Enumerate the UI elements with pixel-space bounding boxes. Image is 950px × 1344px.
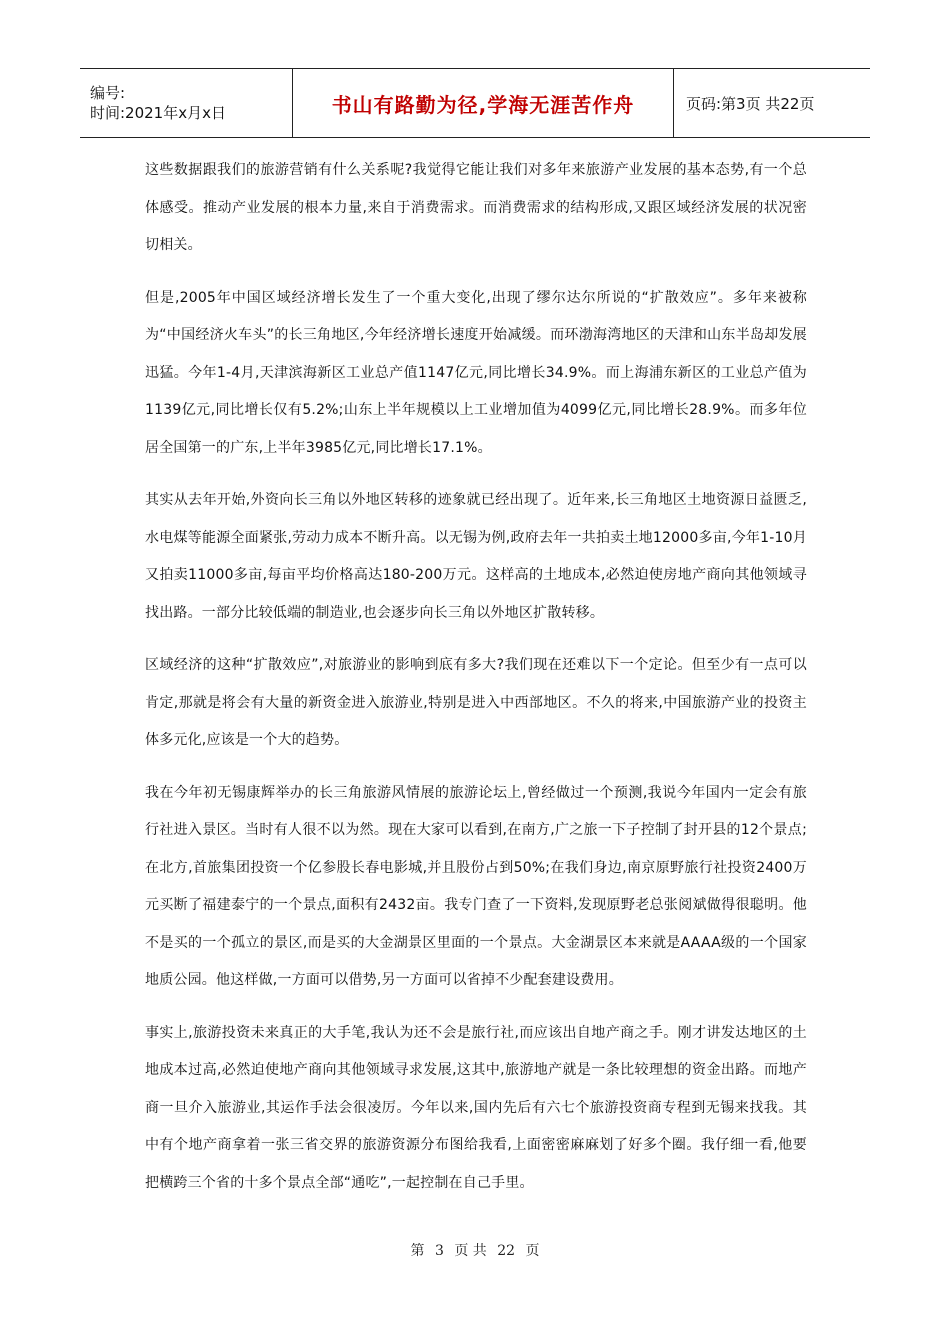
footer-page-total: 22 [497,1243,516,1259]
paragraph: 这些数据跟我们的旅游营销有什么关系呢?我觉得它能让我们对多年来旅游产业发展的基本态势,有一个总体感受。推动产业发展的根本力量,来自于消费需求。而消费需求的结构形成,又跟区域经济发展的状况密切相关。 [145,162,807,253]
footer-page-prefix: 第 [410,1243,425,1259]
header-page-cell [674,69,870,137]
page-footer [0,1240,950,1260]
paragraph: 事实上,旅游投资未来真正的大手笔,我认为还不会是旅行社,而应该出自地产商之手。刚才讲发达地区的土地成本过高,必然迫使地产商向其他领域寻求发展,这其中,旅游地产就是一条比较理想的资金出路。而地产商一旦介入旅游业,其运作手法会很凌厉。今年以来,国内先后有六七个旅游投资商专程到无锡来找我。其中有个地产商拿着一张三省交界的旅游资源分布图给我看,上面密密麻麻划了好多个圈。我仔细一看,他要把横跨三个省的十多个景点全部“通吃”,一起控制在自己手里。 [145,1024,807,1191]
header-motto-cell [293,69,674,137]
header-table [80,68,870,138]
footer-page-current: 3 [434,1243,444,1259]
header-motto: 书山有路勤为径,学海无涯苦作舟 [331,92,635,117]
header-meta-cell [80,69,293,137]
paragraph: 其实从去年开始,外资向长三角以外地区转移的迹象就已经出现了。近年来,长三角地区土地资源日益匮乏,水电煤等能源全面紧张,劳动力成本不断升高。以无锡为例,政府去年一共拍卖土地12000多亩,今年1-10月又拍卖11000多亩,每亩平均价格高达180-200万元。这样高的土地成本,必然迫使房地产商向其他领域寻找出路。一部分比较低端的制造业,也会逐步向长三角以外地区扩散转移。 [145,492,807,621]
footer-page-suffix: 页 [525,1243,540,1259]
document-body [145,152,807,1217]
document-number-label: 编号: [90,84,126,102]
paragraph: 但是,2005年中国区域经济增长发生了一个重大变化,出现了缪尔达尔所说的“扩散效应”。多年来被称为“中国经济火车头”的长三角地区,今年经济增长速度开始减缓。而环渤海湾地区的天津和山东半岛却发展迅猛。今年1-4月,天津滨海新区工业总产值1147亿元,同比增长34.9%。而上海浦东新区的工业总产值为1139亿元,同比增长仅有5.2%;山东上半年规模以上工业增加值为4099亿元,同比增长28.9%。而多年位居全国第一的广东,上半年3985亿元,同比增长17.1%。 [145,289,807,456]
header-page-label: 页码:第3页 共22页 [686,94,815,113]
paragraph: 我在今年初无锡康辉举办的长三角旅游风情展的旅游论坛上,曾经做过一个预测,我说今年国内一定会有旅行社进入景区。当时有人很不以为然。现在大家可以看到,在南方,广之旅一下子控制了封开县的12个景点;在北方,首旅集团投资一个亿参股长春电影城,并且股份占到50%;在我们身边,南京原野旅行社投资2400万元买断了福建泰宁的一个景点,面积有2432亩。我专门查了一下资料,发现原野老总张阅斌做得很聪明。他不是买的一个孤立的景区,而是买的大金湖景区里面的一个景点。大金湖景区本来就是AAAA级的一个国家地质公园。他这样做,一方面可以借势,另一方面可以省掉不少配套建设费用。 [145,784,807,988]
document-date-label: 时间:2021年x月x日 [90,104,226,122]
footer-page-mid: 页 共 [454,1243,487,1259]
paragraph: 区域经济的这种“扩散效应”,对旅游业的影响到底有多大?我们现在还难以下一个定论。但至少有一点可以肯定,那就是将会有大量的新资金进入旅游业,特别是进入中西部地区。不久的将来,中国旅游产业的投资主体多元化,应该是一个大的趋势。 [145,657,807,748]
